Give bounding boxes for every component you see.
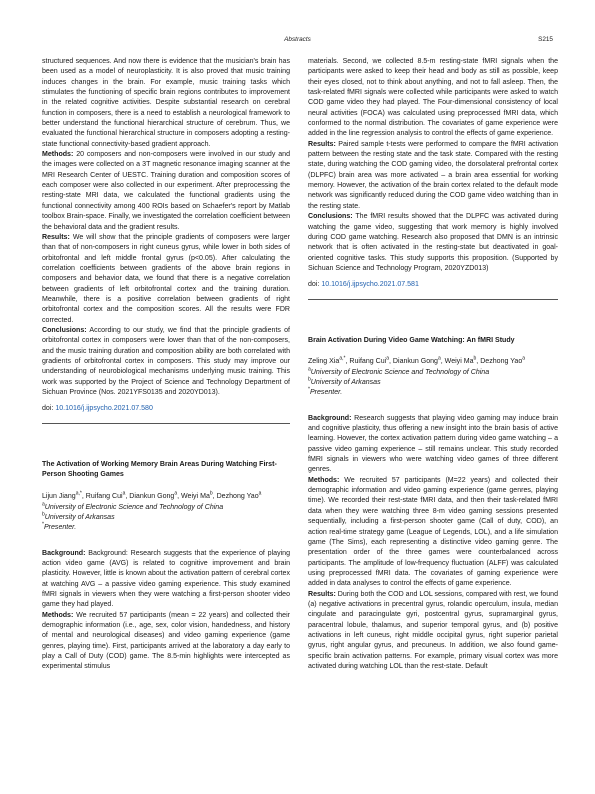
author-sup: a	[258, 490, 262, 497]
affiliation-b	[42, 513, 290, 523]
conclusions-label: Conclusions:	[308, 213, 353, 221]
author-name: , Diankun Gong	[389, 358, 438, 366]
methods-text: We recruited 57 participants (M=22 years) and collected their demographic information and video gaming experience (game genres, playing time). We recorded their rest-state fMRI data, and then their task-related fMRI data when they were watching three 8-m video gaming sessions presented sequentially, including a first-person shooter game (Call of duty, COD), an action real-time strategy game (League of Legends, LOL), and a life simulation game (The Sims), each representing a distinctive video gaming genre. The presentation order of the three games were counterbalanced across participants. The amplitude of low-frequency fluctuation (ALFF) was calculated using preprocessed fMRI data. The covariates of gaming experience were added in data analyses to control the effects of game experience.	[308, 476, 558, 588]
results-text: During both the COD and LOL sessions, compared with rest, we found (a) negative activations in precentral gyrus, rolandic operculum, insula, median cingulate and paracingulate gyri, postcentral gyrus, supramarginal gyrus, paracentral lobule, thalamus, and superior temporal gyrus, and (b) positive activations in left cuneus, right middle occipital gyrus, right superior parietal gyrus, right angular gyrus, and precuneus. In addition, we also found game-specific brain activation patterns. For example, primary visual cortex was more activated during watching LOL than the rest-state. Default	[308, 590, 558, 670]
author-name: Lijun Jiang	[42, 493, 76, 501]
affiliation-text: University of Arkansas	[310, 379, 381, 387]
presenter-note	[308, 388, 558, 398]
author-sup: b	[473, 356, 477, 363]
conclusions-text: According to our study, we find that the principle gradients of orbitofrontal cortex in composers were lower than that of the non-composers, and the music training duration and composition ability are both correlated with gradients of orbitofrontal cortex in composers. This study may improve our understanding of neurobiological mechanisms underlying music training. This work was supported by the Project of Science and Technology Department of Sichuan Province (Nos. 2021YFS0135 and 2020YD013).	[42, 326, 290, 396]
author-name: , Weiyi Ma	[177, 493, 210, 501]
results-label: Results:	[308, 590, 336, 598]
presenter-text: Presenter.	[43, 524, 77, 532]
doi-line	[308, 280, 558, 290]
doi-prefix: doi:	[42, 405, 56, 413]
results-paragraph	[42, 233, 290, 326]
author-sup: a	[437, 356, 441, 363]
running-header	[42, 36, 553, 46]
conclusions-label: Conclusions:	[42, 326, 87, 334]
presenter-sup: *	[308, 387, 310, 394]
author-name: , Dezhong Yao	[212, 493, 259, 501]
doi-link[interactable]: 10.1016/j.ijpsycho.2021.07.580	[55, 405, 153, 413]
methods-paragraph	[42, 611, 290, 673]
background-label: Background:	[308, 414, 352, 422]
presenter-sup: *	[42, 521, 44, 528]
affiliation-sup: a	[308, 366, 311, 373]
methods-text: 20 composers and non-composers were involved in our study and the images were collected on a 3T magnetic resonance imaging scanner at the MRI Research Center of UESTC. Training duration and composition scores of each composer were also collected in our experiment. After preprocessing the resting-state MRI data, we calculated the functional gradients using the functional connectivity among 400 ROIs based on Schaefer's report by Matlab toolbox Brain-space. Finally, we investigated the correlation coefficient between the behavioral data and the gradient results.	[42, 151, 290, 231]
author-list	[42, 492, 290, 502]
methods-paragraph	[42, 150, 290, 233]
author-sup: a	[522, 356, 526, 363]
background-paragraph	[42, 549, 290, 611]
author-sup: a	[174, 490, 178, 497]
author-sup: a,*	[339, 356, 346, 363]
conclusions-paragraph	[42, 326, 290, 398]
background-label: Background:	[42, 549, 86, 557]
presenter-text: Presenter.	[309, 389, 343, 397]
author-name: , Dezhong Yao	[476, 358, 523, 366]
author-sup: a	[386, 356, 389, 363]
results-paragraph	[308, 590, 558, 673]
section-divider	[308, 299, 558, 300]
author-name: , Weiyi Ma	[440, 358, 474, 366]
background-paragraph	[308, 414, 558, 476]
article-title: The Activation of Working Memory Brain Areas During Watching First-Person Shooting Games	[42, 460, 277, 479]
results-paragraph	[308, 140, 558, 212]
affiliation-text: University of Electronic Science and Technology of China	[310, 368, 490, 376]
results-label: Results:	[308, 140, 336, 148]
section-divider	[42, 423, 290, 424]
results-text: Paired sample t-tests were performed to compare the fMRI activation pattern between the resting state and the task state. Compared with the resting state, during watching the COD gaming video, the dorsolateral prefrontal cortex (DLPFC) brain area was more activated – a brain area essential for working memory. However, the activation of the brain cortex related to the default mode network was significantly reduced during the COD game video watching than in the resting state.	[308, 140, 558, 210]
left-column	[42, 57, 290, 673]
results-label: Results:	[42, 233, 70, 241]
right-column	[308, 57, 558, 672]
affiliation-sup: b	[42, 511, 45, 518]
methods-label: Methods:	[308, 476, 340, 484]
methods-text: We recruited 57 participants (mean = 22 years) and collected their demographic information (i.e., age, sex, color vision, handedness, and history of mental and neurological diseases) and video gaming experience (game genres, playing time). First, participants arrived at the laboratory a day early to play a Call of Duty (COD) game. The 8.5-min highlights were intercepted as experimental stimulus	[42, 611, 290, 671]
affiliation-sup: a	[42, 501, 45, 508]
affiliation-b	[308, 378, 558, 388]
author-name: , Diankun Gong	[125, 493, 175, 501]
results-text: We will show that the principle gradients of composers were larger than that of non-composers in right cuneus gyrus, while lower in both sides of orbitofrontal and left middle frontal gyrus (p<0.05). After calculating the correlation coefficients between gradients of the above brain regions in composers and behavior data, we found that there is a negative correlation between gradients of left orbitofrontal cortex and the training duration. Meanwhile, there is a positive correlation between gradients of right orbitofrontal cortex and the composition scores. All the results were FDR corrected.	[42, 233, 290, 324]
author-name: , Ruifang Cui	[345, 358, 387, 366]
presenter-note	[42, 523, 290, 533]
author-sup: a,*	[75, 490, 82, 497]
author-list	[308, 357, 558, 367]
journal-section-title: Abstracts	[284, 36, 311, 43]
author-sup: b	[209, 490, 213, 497]
methods-label: Methods:	[42, 611, 74, 619]
affiliation-sup: b	[308, 376, 311, 383]
doi-line	[42, 404, 290, 414]
article-title: Brain Activation During Video Game Watching: An fMRI Study	[308, 336, 515, 344]
author-name: , Ruifang Cui	[81, 493, 123, 501]
methods-label: Methods:	[42, 151, 74, 159]
author-sup: a	[122, 490, 126, 497]
background-text: Research suggests that playing video gaming may induce brain and cognitive plasticity, thus offering a new insight into the brain basis of active learning. However, the cortex activation pattern during video game watching – a passive video gaming experience – still remains unclear. This study recorded fMRI signals in viewers who were watching video games of three different genres.	[308, 414, 558, 474]
background-text: Background: Research suggests that the experience of playing action video game (AVG) is related to cognitive improvement and brain plasticity. However, little is known about the activation pattern of cerebral cortex at watching AVG – a passive video gaming experience. This study examined fMRI signals in viewers when they were watching a first-person shooter video game they had played.	[42, 549, 290, 609]
abstract-intro-paragraph: structured sequences. And now there is evidence that the musician's brain has been used as a model of neuroplasticity. It is also proved that music training induces changes in the brain. For example, music training tasks which stimulates the functioning of specific brain regions contributes to improvement in the related cognitive activities. Despite substantial research on cerebral function in composers, there is a need to establish a neurological framework to better understand the functional hierarchical structure of cerebrum. Thus, we evaluated the functional hierarchical structure in composers adopting a resting-state functional connectivity-based gradient approach.	[42, 58, 290, 148]
conclusions-text: The fMRI results showed that the DLPFC was activated during watching the game video, suggesting that work memory is highly involved during COD game watching. Research also proposed that DMN is an intrinsic network that is often activated in the resting-state but deactivated in goal-oriented cognitive tasks. This study supports this proposition. (Supported by Sichuan Science and Technology Program, 2020YZD013)	[308, 213, 558, 272]
page-number: S215	[538, 36, 553, 43]
doi-prefix: doi:	[308, 281, 322, 289]
affiliation-text: University of Arkansas	[44, 513, 115, 521]
continued-paragraph: materials. Second, we collected 8.5-m resting-state fMRI signals when the participants were asked to keep their head and body as still as possible, keep their eyes closed, not to think about anything, and not to fall asleep. Then, the task-related fMRI signals were collected while participants were asked to watch COD game video they had played. The Four-dimensional consistency of local neural activities (FOCA) was calculated using preprocessed fMRI data, which conformed to the normal distribution. The covariates of game experience were added in the line regression analysis to control the effects of game experience.	[308, 58, 558, 138]
methods-paragraph	[308, 476, 558, 590]
conclusions-paragraph	[308, 212, 558, 274]
affiliation-a	[308, 368, 558, 378]
affiliation-a	[42, 503, 290, 513]
affiliation-text: University of Electronic Science and Technology of China	[44, 503, 224, 511]
author-name: Zeling Xia	[308, 358, 340, 366]
doi-link[interactable]: 10.1016/j.ijpsycho.2021.07.581	[321, 281, 419, 289]
